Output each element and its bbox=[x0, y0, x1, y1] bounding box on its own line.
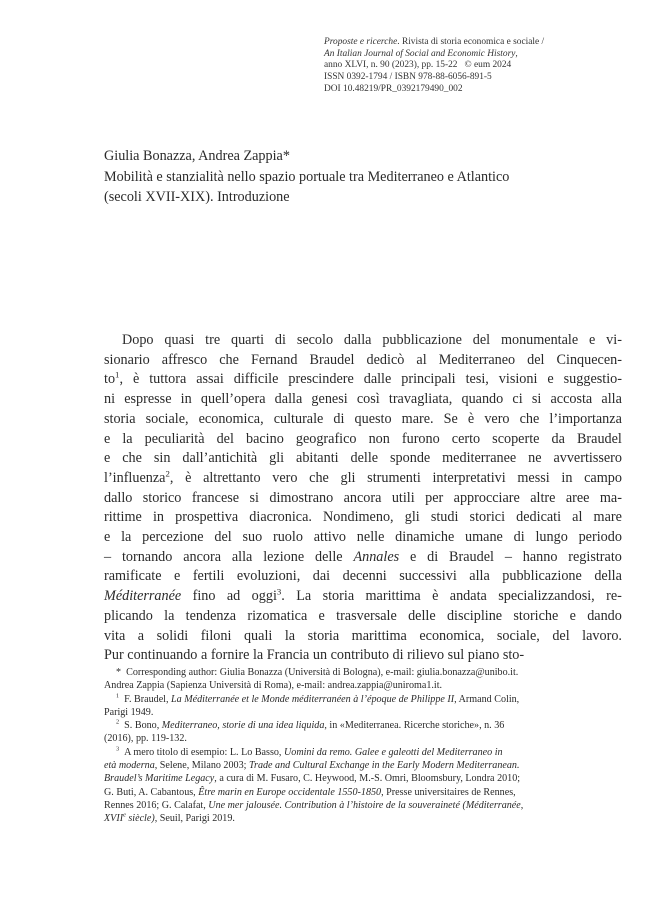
footnote-line: (2016), pp. 119-132. bbox=[104, 733, 187, 745]
header-line: Proposte e ricerche. Rivista di storia economica e sociale / bbox=[324, 37, 545, 47]
footnote-line: Parigi 1949. bbox=[104, 706, 154, 718]
body-text bbox=[104, 331, 622, 666]
body-line: ramificate e fertili evoluzioni, dai decenni successivi alla pubblicazione della bbox=[104, 568, 622, 585]
body-line: Méditerranée fino ad oggi$^3$. La storia marittima è andata specializzandosi, re- bbox=[104, 586, 622, 605]
body-line: storia sociale, economica, culturale di questo mare. Se è vero che l’importanza bbox=[104, 410, 622, 427]
footnote-line: * Corresponding author: Giulia Bonazza (Università di Bologna), e-mail: giulia.bonazza@unibo.it. bbox=[116, 667, 519, 678]
title-line: Mobilità e stanzialità nello spazio portuale tra Mediterraneo e Atlantico bbox=[104, 169, 510, 185]
header-line: ISSN 0392-1794 / ISBN 978-88-6056-891-5 bbox=[324, 72, 492, 83]
header-line: anno XLVI, n. 90 (2023), pp. 15-22 © eum 2024 bbox=[324, 60, 512, 71]
body-line: rittime in prospettiva diacronica. Nondimeno, gli studi storici dedicati al mare bbox=[104, 509, 622, 526]
title-line: (secoli XVII-XIX). Introduzione bbox=[104, 189, 290, 205]
body-line: e che sin dall’antichità gli abitanti delle sponde mediterranee ne avvertissero bbox=[104, 450, 622, 467]
article-title bbox=[104, 167, 624, 207]
footnote-line: $^3$ A mero titolo di esempio: L. Lo Basso, Uomini da remo. Galee e galeotti del Mediterraneo in bbox=[116, 745, 503, 758]
header-line: DOI 10.48219/PR_0392179490_002 bbox=[324, 83, 463, 94]
body-line: vita a solidi filoni quali la storia marittima economica, sociale, del lavoro. bbox=[104, 627, 622, 644]
footnote-line: età moderna, Selene, Milano 2003; Trade and Cultural Exchange in the Early Modern Mediterranean. bbox=[104, 760, 520, 772]
footnote-line: Braudel’s Maritime Legacy, a cura di M. Fusaro, C. Heywood, M.-S. Omri, Bloomsbury, Londra 2010; bbox=[104, 773, 521, 785]
body-line: $to^1$, è tuttora assai difficile prescindere dalle principali tesi, visioni e suggestio- bbox=[104, 369, 622, 388]
footnote-line: $^1$ F. Braudel, La Méditerranée et le Monde méditerranéen à l’époque de Philippe II, Armand Colin, bbox=[116, 692, 520, 705]
footnote-line: Rennes 2016; G. Calafat, Une mer jalousée. Contribution à l’histoire de la souveraineté (Méditerranée, bbox=[104, 799, 524, 811]
header-line: An Italian Journal of Social and Economic History, bbox=[324, 48, 518, 59]
body-line: Pur continuando a fornire la Francia un contributo di rilievo sul piano sto- bbox=[104, 647, 525, 664]
body-line: Dopo quasi tre quarti di secolo dalla pubblicazione del monumentale e vi- bbox=[122, 332, 622, 348]
journal-header bbox=[324, 37, 622, 96]
body-line: – tornando ancora alla lezione delle Annales e di Braudel – hanno registrato bbox=[104, 548, 622, 565]
body-line: ni espresse in quell’opera dalla genesi così travagliata, quando ci si accosta alla bbox=[104, 391, 622, 408]
footnote-line: G. Buti, A. Cabantous, Être marin en Europe occidentale 1550-1850, Presse universitaires de Rennes, bbox=[104, 786, 516, 798]
footnote-line: Andrea Zappia (Sapienza Università di Roma), e-mail: andrea.zappia@uniroma1.it. bbox=[104, 680, 443, 692]
footnote-line: $^2$ S. Bono, Mediterraneo, storie di una idea liquida, in «Mediterranea. Ricerche storiche», n. 36 bbox=[116, 718, 505, 732]
body-line: e la percezione del suo ruolo attivo nelle dinamiche umane di lungo periodo bbox=[104, 529, 622, 546]
body-line: l’influenza$^2$, è altrettanto vero che gli strumenti interpretativi messi in campo bbox=[104, 468, 622, 486]
article-authors: Giulia Bonazza, Andrea Zappia* bbox=[104, 148, 290, 164]
body-line: plicando la tendenza rizomatica e trasversale delle discipline storiche e dando bbox=[104, 607, 622, 624]
body-line: sionario affresco che Fernand Braudel dedicò al Mediterraneo del Cinquecen- bbox=[104, 351, 622, 368]
footnote-line: XVIIe siècle), Seuil, Parigi 2019. bbox=[104, 811, 235, 825]
body-line: dallo storico francese si dimostrano ancora utili per approcciare altre aree ma- bbox=[104, 489, 622, 506]
footnotes bbox=[104, 666, 622, 826]
body-line: e la peculiarità del bacino geografico non furono certo scoperte da Braudel bbox=[104, 430, 622, 447]
